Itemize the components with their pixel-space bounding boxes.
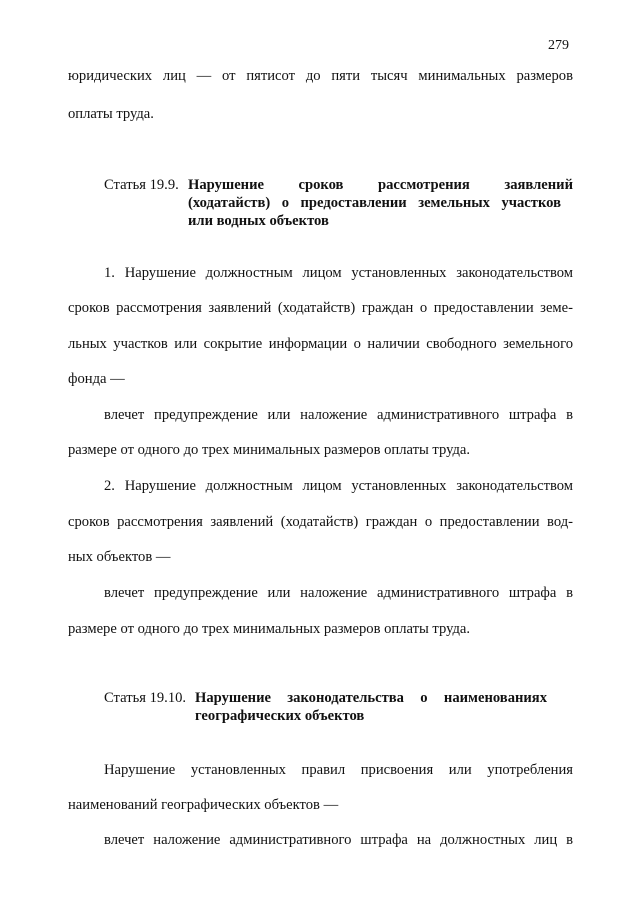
text-line: влечет предупреждение или наложение административного штрафа в	[104, 585, 573, 601]
article-title-line: (ходатайств) о предоставлении земельных участков	[188, 195, 561, 211]
text-line: оплаты труда.	[68, 106, 154, 122]
article-title-line: географических объектов	[195, 708, 365, 724]
text-line: влечет наложение административного штрафа на должностных лиц в	[104, 832, 573, 848]
text-line: фонда —	[68, 371, 125, 387]
article-title-line: Нарушение сроков рассмотрения заявлений	[188, 177, 573, 193]
article-number: Статья 19.10.	[104, 690, 187, 706]
text-line: сроков рассмотрения заявлений (ходатайств) граждан о предоставлении земе-	[68, 300, 573, 316]
text-line: льных участков или сокрытие информации о наличии свободного земельного	[68, 336, 573, 352]
text-line: наименований географических объектов —	[68, 797, 339, 813]
page-number: 279	[548, 38, 569, 53]
text-line: 1. Нарушение должностным лицом установленных законодательством	[104, 265, 573, 281]
text-line: размере от одного до трех минимальных размеров оплаты труда.	[68, 621, 471, 637]
text-line: размере от одного до трех минимальных размеров оплаты труда.	[68, 442, 471, 458]
text-line: сроков рассмотрения заявлений (ходатайств) граждан о предоставлении вод-	[68, 514, 573, 530]
article-title-line: или водных объектов	[188, 213, 329, 229]
text-line: юридических лиц — от пятисот до пяти тысяч минимальных размеров	[68, 68, 573, 84]
article-title-line: Нарушение законодательства о наименованиях	[195, 690, 547, 706]
text-line: ных объектов —	[68, 549, 171, 565]
text-line: 2. Нарушение должностным лицом установленных законодательством	[104, 478, 573, 494]
text-line: Нарушение установленных правил присвоения или употребления	[104, 762, 573, 778]
article-number: Статья 19.9.	[104, 177, 179, 193]
text-line: влечет предупреждение или наложение административного штрафа в	[104, 407, 573, 423]
